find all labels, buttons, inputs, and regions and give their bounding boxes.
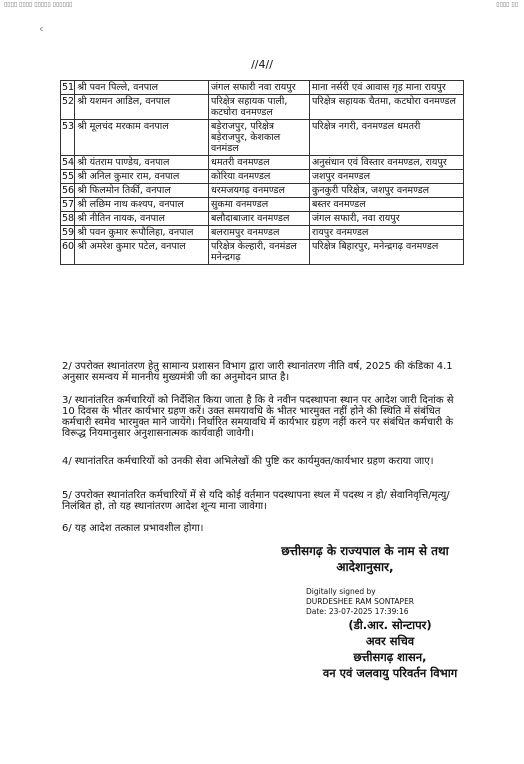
table-row	[61, 212, 464, 226]
new-posting-cell: परिक्षेत्र बिहारपुर, मनेन्द्रगढ़ वनमण्डल	[309, 240, 463, 265]
new-posting-cell: जशपुर वनमण्डल	[309, 170, 463, 184]
table-row	[61, 156, 464, 170]
paragraph-5: 5/ उपरोक्त स्थानांतरित कर्मचारियों में से यदि कोई वर्तमान पदस्थापना स्थल में पदस्थ न हो/ सेवानिवृत्ति/मृत्यु/निलंबित हो, तो यह स्थानांतरण आदेश शून्य माना जावेगा।	[62, 490, 450, 512]
page-number: //4//	[251, 58, 273, 71]
current-posting-cell: बलरामपुर वनमण्डल	[208, 226, 309, 240]
paragraph-2: 2/ उपरोक्त स्थानांतरण हेतु सामान्य प्रशासन विभाग द्वारा जारी स्थानांतरण नीति वर्ष, 2025 की कंडिका 4.1 अनुसार समन्वय में माननीय मुख्यमंत्री जी का अनुमोदन प्राप्त है।	[62, 361, 453, 383]
employee-name-cell: श्री अनिल कुमार राम, वनपाल	[75, 170, 209, 184]
current-posting-cell: धमतरी वनमण्डल	[208, 156, 309, 170]
scan-header	[0, 0, 524, 10]
serial-number-cell: 53	[61, 120, 75, 156]
employee-name-cell: श्री यंतराम पाण्डेय, वनपाल	[75, 156, 209, 170]
signatory-designation: अवर सचिव	[365, 634, 415, 648]
serial-number-cell: 52	[61, 95, 75, 120]
table-row	[61, 81, 464, 95]
table-row	[61, 170, 464, 184]
current-posting-cell: जंगल सफारी नवा रायपुर	[208, 81, 309, 95]
signatory-government: छत्तीसगढ़ शासन,	[353, 650, 427, 664]
serial-number-cell: 57	[62, 199, 75, 210]
current-posting-cell: धरमजयगढ़ वनमण्डल	[208, 184, 309, 198]
employee-name-cell: श्री लछिम नाथ कश्यप, वनपाल	[75, 198, 209, 212]
serial-number-cell: 60	[61, 240, 75, 265]
new-posting-cell: रायपुर वनमण्डल	[309, 226, 463, 240]
employee-name-cell: श्री पवन कुमार रूपौलिहा, वनपाल	[75, 226, 209, 240]
new-posting-cell: माना नर्सरी एवं आवास गृह माना रायपुर	[309, 81, 463, 95]
current-posting-cell: बलौदाबाजार वनमण्डल	[208, 212, 309, 226]
scan-mark: ᶜ	[40, 26, 44, 37]
table-row	[61, 120, 464, 156]
transfer-table	[60, 80, 464, 265]
signature-line-2: आदेशानुसार,	[336, 560, 394, 574]
employee-name-cell: श्री पवन पिल्ले, वनपाल	[75, 81, 209, 95]
employee-name-cell: श्री मूलचंद मरकाम वनपाल	[75, 120, 209, 156]
digital-signature	[306, 587, 414, 617]
serial-number-cell: 58	[62, 213, 75, 224]
serial-number-cell: 51	[62, 82, 75, 93]
employee-name-cell: श्री यशमन आडिल, वनपाल	[75, 95, 209, 120]
paragraph-6: 6/ यह आदेश तत्काल प्रभावशील होगा।	[62, 523, 204, 534]
employee-name-cell: श्री नीतिन नायक, वनपाल	[75, 212, 209, 226]
table-row	[61, 184, 464, 198]
table-row	[61, 240, 464, 265]
table-row	[61, 95, 464, 120]
employee-name-cell: श्री फिलमोन तिर्की, वनपाल	[75, 184, 209, 198]
new-posting-cell: परिक्षेत्र नगरी, वनमण्डल धमतरी	[309, 120, 463, 156]
scan-header-right: ▯▯▯▯ ▯▯	[496, 1, 518, 8]
paragraph-4: 4/ स्थानांतरित कर्मचारियों को उनकी सेवा अभिलेखों की पुष्टि कर कार्यमुक्त/कार्यभार ग्रहण कराया जाए।	[62, 456, 434, 467]
current-posting-cell: सुकमा वनमण्डल	[208, 198, 309, 212]
table-row	[61, 226, 464, 240]
new-posting-cell: जंगल सफारी, नवा रायपुर	[309, 212, 463, 226]
serial-number-cell: 55	[62, 171, 75, 182]
scan-header-left: ▯▯▯▯ ▯▯▯▯ ▯▯▯▯▯ ▯▯▯▯▯▯	[4, 1, 73, 8]
digital-signature-line-3: Date: 23-07-2025 17:39:16	[306, 607, 409, 616]
signatory-block	[300, 617, 480, 681]
serial-number-cell: 54	[62, 157, 75, 168]
digital-signature-line-2: DURDESHEE RAM SONTAPER	[306, 597, 415, 606]
digital-signature-line-1: Digitally signed by	[306, 587, 376, 596]
new-posting-cell: परिक्षेत्र सहायक चैतमा, कटघोरा वनमण्डल	[309, 95, 463, 120]
current-posting-cell: कोरिया वनमण्डल	[208, 170, 309, 184]
new-posting-cell: बस्तर वनमण्डल	[309, 198, 463, 212]
table-row	[61, 198, 464, 212]
new-posting-cell: कुनकुरी परिक्षेत्र, जशपुर वनमण्डल	[309, 184, 463, 198]
new-posting-cell: अनुसंधान एवं विस्तार वनमण्डल, रायपुर	[309, 156, 463, 170]
current-posting-cell: परिक्षेत्र केल्हारी, वनमंडल मनेन्द्रगढ़	[208, 240, 309, 265]
signatory-department: वन एवं जलवायु परिवर्तन विभाग	[322, 666, 458, 680]
signatory-name: (डी.आर. सोन्टापर)	[348, 618, 432, 632]
serial-number-cell: 56	[62, 185, 75, 196]
paragraph-3: 3/ स्थानांतरित कर्मचारियों को निर्देशित किया जाता है कि वे नवीन पदस्थापना स्थान पर आदेश जारी दिनांक से 10 दिवस के भीतर कार्यभार ग्रहण करें। उक्त समयावधि के भीतर भारमुक्त नहीं होने की स्थिति में संबंधित कर्मचारी स्वमेव भारमुक्त माने जायेंगे। निर्धारित समयावधि में कार्यभार ग्रहण नहीं करने पर संबंधित कर्मचारी के विरूद्ध नियमानुसार अनुशासनात्मक कार्यवाही जावेगी।	[62, 395, 454, 439]
serial-number-cell: 59	[62, 227, 75, 238]
signature-block	[250, 543, 480, 575]
current-posting-cell: बड़ेराजपुर, परिक्षेत्र बड़ेराजपुर, केशकाल वनमंडल	[208, 120, 309, 156]
signature-line-1: छत्तीसगढ़ के राज्यपाल के नाम से तथा	[281, 544, 449, 558]
employee-name-cell: श्री अमरेश कुमार पटेल, वनपाल	[75, 240, 209, 265]
current-posting-cell: परिक्षेत्र सहायक पाली, कटघोरा वनमण्डल	[208, 95, 309, 120]
